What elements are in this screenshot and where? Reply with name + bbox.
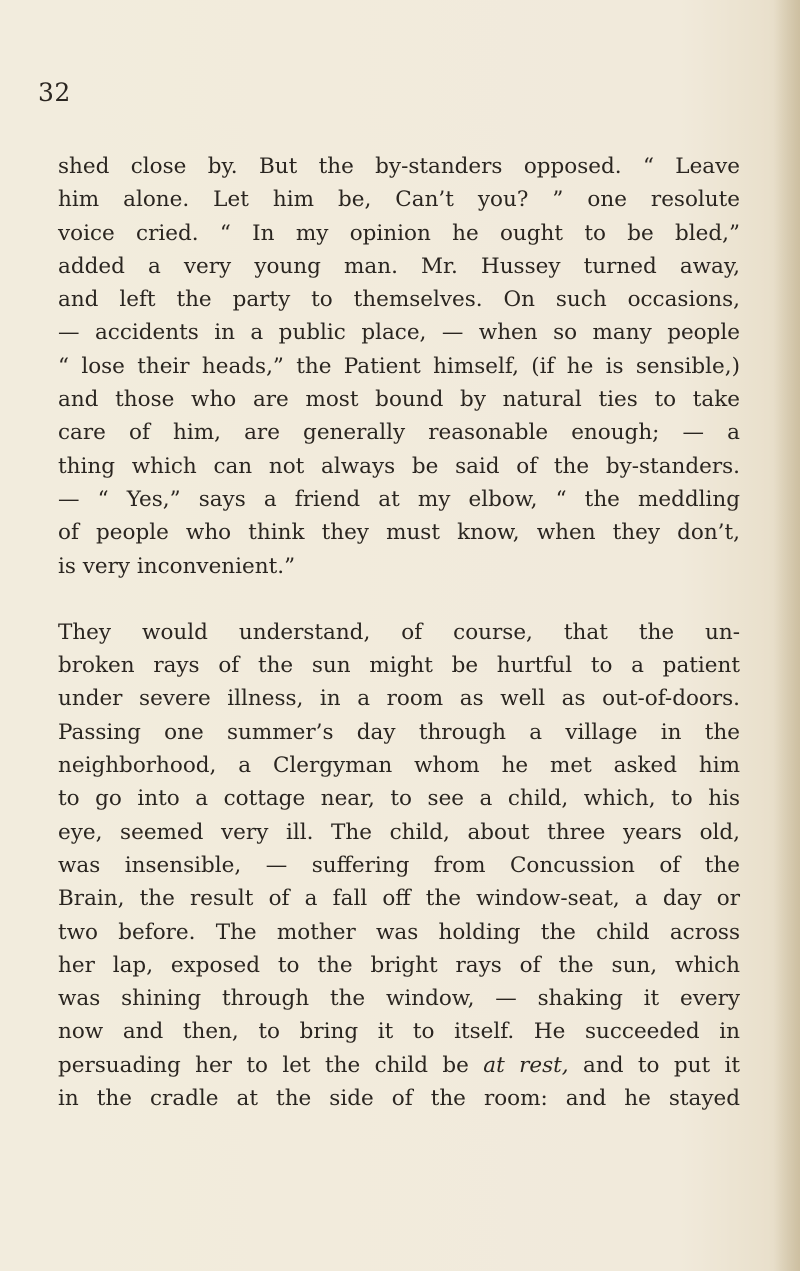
- text-line: — “ Yes,” says a friend at my elbow, “ the meddling: [58, 486, 740, 512]
- text-line: shed close by. But the by-standers opposed. “ Leave: [58, 154, 740, 179]
- text-line: and left the party to themselves. On such occasions,: [58, 287, 740, 313]
- italic-text-run: at rest,: [483, 1052, 569, 1078]
- text-line: of people who think they must know, when they don’t,: [58, 520, 740, 546]
- text-line: was shining through the window, — shaking it every: [58, 986, 740, 1012]
- text-line: thing which can not always be said of the by-standers.: [58, 453, 740, 479]
- text-line: under severe illness, in a room as well as out-of-doors.: [58, 686, 740, 712]
- text-line: care of him, are generally reasonable enough; — a: [58, 420, 740, 446]
- page-edge-shadow: [774, 0, 800, 1271]
- text-run: persuading her to let the child be: [58, 1052, 484, 1078]
- text-line: broken rays of the sun might be hurtful to a patient: [58, 653, 740, 679]
- text-line: “ lose their heads,” the Patient himself, (if he is sensible,): [58, 353, 740, 379]
- text-line: Brain, the result of a fall off the window-seat, a day or: [58, 886, 740, 912]
- text-line: to go into a cottage near, to see a child, which, to his: [58, 786, 740, 812]
- text-line: neighborhood, a Clergyman whom he met asked him: [58, 753, 740, 779]
- text-line: added a very young man. Mr. Hussey turned away,: [58, 253, 740, 279]
- text-line: eye, seemed very ill. The child, about three years old,: [58, 819, 740, 845]
- text-line: is very inconvenient.”: [58, 553, 296, 579]
- text-line: her lap, exposed to the bright rays of the sun, which: [58, 952, 740, 978]
- text-line: Passing one summer’s day through a village in the: [58, 719, 740, 745]
- text-line: him alone. Let him be, Can’t you? ” one resolute: [58, 187, 740, 213]
- text-line: was insensible, — suffering from Concussion of the: [58, 852, 740, 878]
- page-number: 32: [38, 78, 71, 107]
- text-line: in the cradle at the side of the room: and he stayed: [58, 1086, 740, 1112]
- text-run: and to put it: [568, 1052, 741, 1078]
- text-line: and those who are most bound by natural ties to take: [58, 387, 740, 413]
- text-line: voice cried. “ In my opinion he ought to be bled,”: [58, 220, 740, 246]
- text-line: — accidents in a public place, — when so many people: [58, 320, 740, 346]
- text-line-with-italic: [58, 1049, 740, 1082]
- body-text: [58, 150, 740, 1115]
- paragraph-gap: [58, 583, 740, 616]
- text-line: They would understand, of course, that the un-: [58, 619, 740, 645]
- text-line: two before. The mother was holding the child across: [58, 919, 740, 945]
- text-line: now and then, to bring it to itself. He succeeded in: [58, 1019, 740, 1045]
